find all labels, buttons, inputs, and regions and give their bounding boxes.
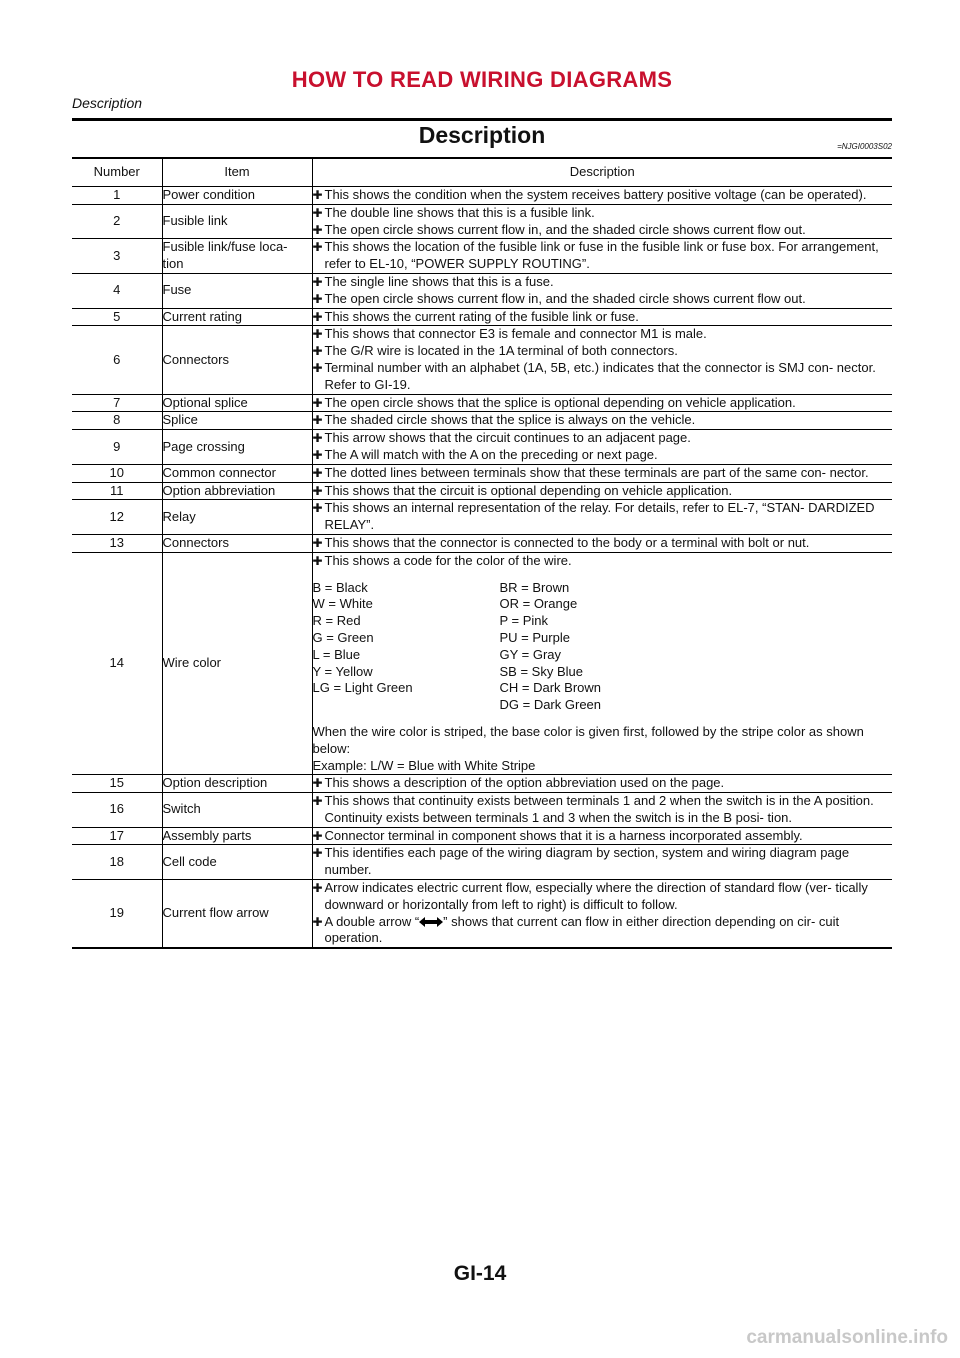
bullet-item (313, 309, 893, 326)
bullet-item (313, 775, 893, 792)
bullet-item (313, 553, 893, 570)
row-number: 15 (72, 775, 162, 793)
bullet-text: The shaded circle shows that the splice is always on the vehicle. (324, 412, 696, 428)
bullet-text: This shows that the circuit is optional depending on vehicle application. (324, 482, 733, 498)
table-row (72, 482, 892, 500)
bullet-text: This shows that connector E3 is female and connector M1 is male. (324, 326, 707, 342)
bullet-item (313, 291, 893, 308)
table-row (72, 552, 892, 775)
bullet-text: The double line shows that this is a fusible link. (324, 204, 595, 220)
color-code: DG = Dark Green (499, 697, 602, 713)
bullet-text: The open circle shows current flow in, and the shaded circle shows current flow out. (324, 290, 806, 306)
row-description (312, 552, 892, 775)
bullet-item (313, 343, 893, 360)
row-item: Optional splice (162, 394, 312, 412)
bullet-item (313, 447, 893, 464)
bullet-cross-icon: ✚ (312, 828, 323, 843)
color-code: SB = Sky Blue (499, 663, 583, 679)
table-row (72, 500, 892, 535)
bullet-item (313, 412, 893, 429)
header-subtitle: Description (72, 95, 143, 111)
bullet-cross-icon: ✚ (312, 188, 323, 202)
bullet-text: This shows the condition when the system receives battery positive voltage (can be operated). (324, 187, 867, 202)
row-item: Current rating (162, 308, 312, 326)
color-code: CH = Dark Brown (499, 680, 601, 696)
double-arrow-icon (419, 917, 443, 927)
row-description (312, 500, 892, 535)
row-item: Option abbreviation (162, 482, 312, 500)
table-row (72, 239, 892, 274)
row-item: Fusible link/fuse loca- tion (162, 239, 312, 274)
bullet-cross-icon: ✚ (312, 395, 323, 410)
row-item: Fusible link (162, 204, 312, 239)
bullet-text: The single line shows that this is a fuse. (324, 273, 554, 289)
description-table (72, 157, 892, 949)
row-item: Wire color (162, 552, 312, 775)
color-code: PU = Purple (499, 629, 570, 645)
row-item: Assembly parts (162, 827, 312, 845)
table-row (72, 775, 892, 793)
bullet-cross-icon: ✚ (312, 846, 323, 861)
row-number: 14 (72, 552, 162, 775)
table-row (72, 273, 892, 308)
row-number: 16 (72, 793, 162, 828)
table-row (72, 827, 892, 845)
bullet-item (313, 880, 893, 914)
table-row (72, 326, 892, 394)
note-line: When the wire color is striped, the base color is given first, followed by the stripe color as shown below: (312, 723, 864, 756)
bullet-text: Arrow indicates electric current flow, especially where the direction of standard flow (ver- tically downward or horizontally from left to right) is difficult to follow. (324, 880, 868, 912)
bullet-item (313, 187, 893, 204)
bullet-item (313, 535, 893, 552)
bullet-item (313, 395, 893, 412)
section-heading (72, 120, 892, 154)
row-description (312, 412, 892, 430)
note-line: Example: L/W = Blue with White Stripe (312, 757, 536, 773)
bullet-cross-icon: ✚ (312, 205, 323, 220)
bullet-text: This shows a code for the color of the wire. (324, 552, 572, 568)
color-codes-right (500, 580, 680, 714)
bullet-item (313, 222, 893, 239)
table-row (72, 394, 892, 412)
row-item: Page crossing (162, 430, 312, 465)
bullet-cross-icon: ✚ (312, 431, 323, 446)
column-header-item: Item (162, 158, 312, 187)
row-item: Current flow arrow (162, 880, 312, 949)
bullet-cross-icon: ✚ (312, 413, 323, 428)
color-code: B = Black (312, 579, 368, 595)
row-item: Splice (162, 412, 312, 430)
section-code: =NJGI0003S02 (837, 142, 892, 151)
row-number: 5 (72, 308, 162, 326)
bullet-cross-icon: ✚ (312, 344, 323, 359)
bullet-cross-icon: ✚ (312, 535, 323, 550)
bullet-item (313, 483, 893, 500)
bullet-item (313, 828, 893, 845)
bullet-text: The G/R wire is located in the 1A terminal of both connectors. (324, 343, 678, 359)
wire-color-note (313, 724, 893, 774)
bullet-text: The dotted lines between terminals show that these terminals are part of the same con- nector. (324, 464, 869, 480)
table-row (72, 412, 892, 430)
section-title: Description (418, 122, 546, 148)
bullet-item (313, 239, 893, 273)
row-description (312, 239, 892, 274)
row-number: 7 (72, 394, 162, 412)
row-description (312, 845, 892, 880)
bullet-cross-icon: ✚ (312, 447, 323, 462)
column-header-description: Description (312, 158, 892, 187)
row-item: Connectors (162, 326, 312, 394)
color-code: OR = Orange (499, 596, 578, 612)
table-header-row (72, 158, 892, 187)
page-number: GI-14 (453, 1262, 507, 1285)
row-description (312, 482, 892, 500)
bullet-cross-icon: ✚ (312, 465, 323, 480)
bullet-text: The open circle shows that the splice is optional depending on vehicle application. (324, 394, 796, 410)
row-number: 9 (72, 430, 162, 465)
header-title: HOW TO READ WIRING DIAGRAMS (291, 67, 673, 92)
bullet-cross-icon: ✚ (312, 914, 323, 929)
row-description (312, 187, 892, 205)
color-code: LG = Light Green (312, 680, 413, 696)
watermark: carmanualsonline.info (746, 1327, 948, 1348)
row-description (312, 464, 892, 482)
bullet-text: This shows that continuity exists between terminals 1 and 2 when the switch is in the A position. Continuity exists between terminals 1 and 3 when the switch is in the B posi- tion. (324, 793, 874, 825)
bullet-cross-icon: ✚ (312, 327, 323, 342)
bullet-item (313, 360, 893, 394)
row-item: Power condition (162, 187, 312, 205)
row-description (312, 775, 892, 793)
row-description (312, 880, 892, 949)
row-number: 8 (72, 412, 162, 430)
color-code: GY = Gray (499, 646, 562, 662)
bullet-text: Terminal number with an alphabet (1A, 5B, etc.) indicates that the connector is SMJ con- nector. Refer to GI-19. (324, 359, 876, 392)
bullet-text: This shows that the connector is connected to the body or a terminal with bolt or nut. (324, 534, 810, 550)
row-item: Cell code (162, 845, 312, 880)
color-code: R = Red (312, 613, 361, 629)
bullet-item (313, 793, 893, 827)
row-description (312, 430, 892, 465)
column-header-number: Number (72, 158, 162, 187)
page-header (72, 66, 892, 121)
table-row (72, 534, 892, 552)
row-number: 4 (72, 273, 162, 308)
row-description (312, 308, 892, 326)
color-code: BR = Brown (499, 579, 570, 595)
row-description (312, 394, 892, 412)
bullet-cross-icon: ✚ (312, 360, 323, 375)
color-code: W = White (312, 596, 373, 612)
color-code-list (313, 580, 893, 714)
bullet-text: A double arrow “ ” shows that current can flow in either direction depending on cir- cuit operation. (324, 913, 840, 946)
row-description (312, 793, 892, 828)
table-row (72, 308, 892, 326)
row-number: 3 (72, 239, 162, 274)
row-item: Common connector (162, 464, 312, 482)
color-code: P = Pink (499, 613, 549, 629)
color-codes-left (313, 580, 500, 714)
bullet-item (313, 326, 893, 343)
bullet-text: The open circle shows current flow in, and the shaded circle shows current flow out. (324, 221, 806, 237)
bullet-cross-icon: ✚ (312, 501, 323, 516)
color-code (313, 697, 500, 714)
row-number: 10 (72, 464, 162, 482)
table-body (72, 187, 892, 949)
bullet-text: This shows a description of the option abbreviation used on the page. (324, 775, 725, 791)
bullet-item (313, 465, 893, 482)
table-row (72, 880, 892, 949)
row-number: 19 (72, 880, 162, 949)
table-row (72, 430, 892, 465)
bullet-cross-icon: ✚ (312, 553, 323, 568)
table-row (72, 793, 892, 828)
row-number: 13 (72, 534, 162, 552)
bullet-cross-icon: ✚ (312, 881, 323, 896)
bullet-item (313, 914, 893, 948)
bullet-cross-icon: ✚ (312, 222, 323, 237)
bullet-text: Connector terminal in component shows that it is a harness incorporated assembly. (324, 827, 803, 843)
bullet-cross-icon: ✚ (312, 240, 323, 255)
color-code: Y = Yellow (312, 663, 373, 679)
table-row (72, 204, 892, 239)
color-code: G = Green (312, 629, 374, 645)
row-number: 18 (72, 845, 162, 880)
bullet-cross-icon: ✚ (312, 794, 323, 809)
bullet-item (313, 274, 893, 291)
row-description (312, 273, 892, 308)
row-item: Connectors (162, 534, 312, 552)
row-description (312, 534, 892, 552)
row-item: Fuse (162, 273, 312, 308)
row-description (312, 827, 892, 845)
bullet-text: This shows an internal representation of the relay. For details, refer to EL-7, “STAN- DARDIZED RELAY”. (324, 500, 875, 533)
bullet-cross-icon: ✚ (312, 776, 323, 791)
table-row (72, 187, 892, 205)
bullet-cross-icon: ✚ (312, 274, 323, 289)
bullet-text: This identifies each page of the wiring diagram by section, system and wiring diagram page number. (324, 845, 850, 878)
bullet-cross-icon: ✚ (312, 291, 323, 306)
table-row (72, 845, 892, 880)
row-number: 6 (72, 326, 162, 394)
bullet-text: This shows the current rating of the fusible link or fuse. (324, 308, 639, 324)
row-number: 17 (72, 827, 162, 845)
row-number: 1 (72, 187, 162, 205)
bullet-text: This arrow shows that the circuit continues to an adjacent page. (324, 430, 691, 446)
table-row (72, 464, 892, 482)
row-item: Switch (162, 793, 312, 828)
row-number: 11 (72, 482, 162, 500)
row-number: 12 (72, 500, 162, 535)
row-item: Relay (162, 500, 312, 535)
bullet-cross-icon: ✚ (312, 483, 323, 498)
bullet-cross-icon: ✚ (312, 309, 323, 324)
bullet-item (313, 430, 893, 447)
bullet-text: The A will match with the A on the preceding or next page. (324, 446, 658, 462)
row-number: 2 (72, 204, 162, 239)
bullet-item (313, 205, 893, 222)
bullet-text: This shows the location of the fusible link or fuse in the fusible link or fuse box. For arrangement, refer to EL-10, “POWER SUPPLY ROUTING”. (324, 239, 879, 272)
bullet-item (313, 500, 893, 534)
color-code: L = Blue (312, 646, 361, 662)
row-item: Option description (162, 775, 312, 793)
row-description (312, 326, 892, 394)
bullet-item (313, 845, 893, 879)
row-description (312, 204, 892, 239)
